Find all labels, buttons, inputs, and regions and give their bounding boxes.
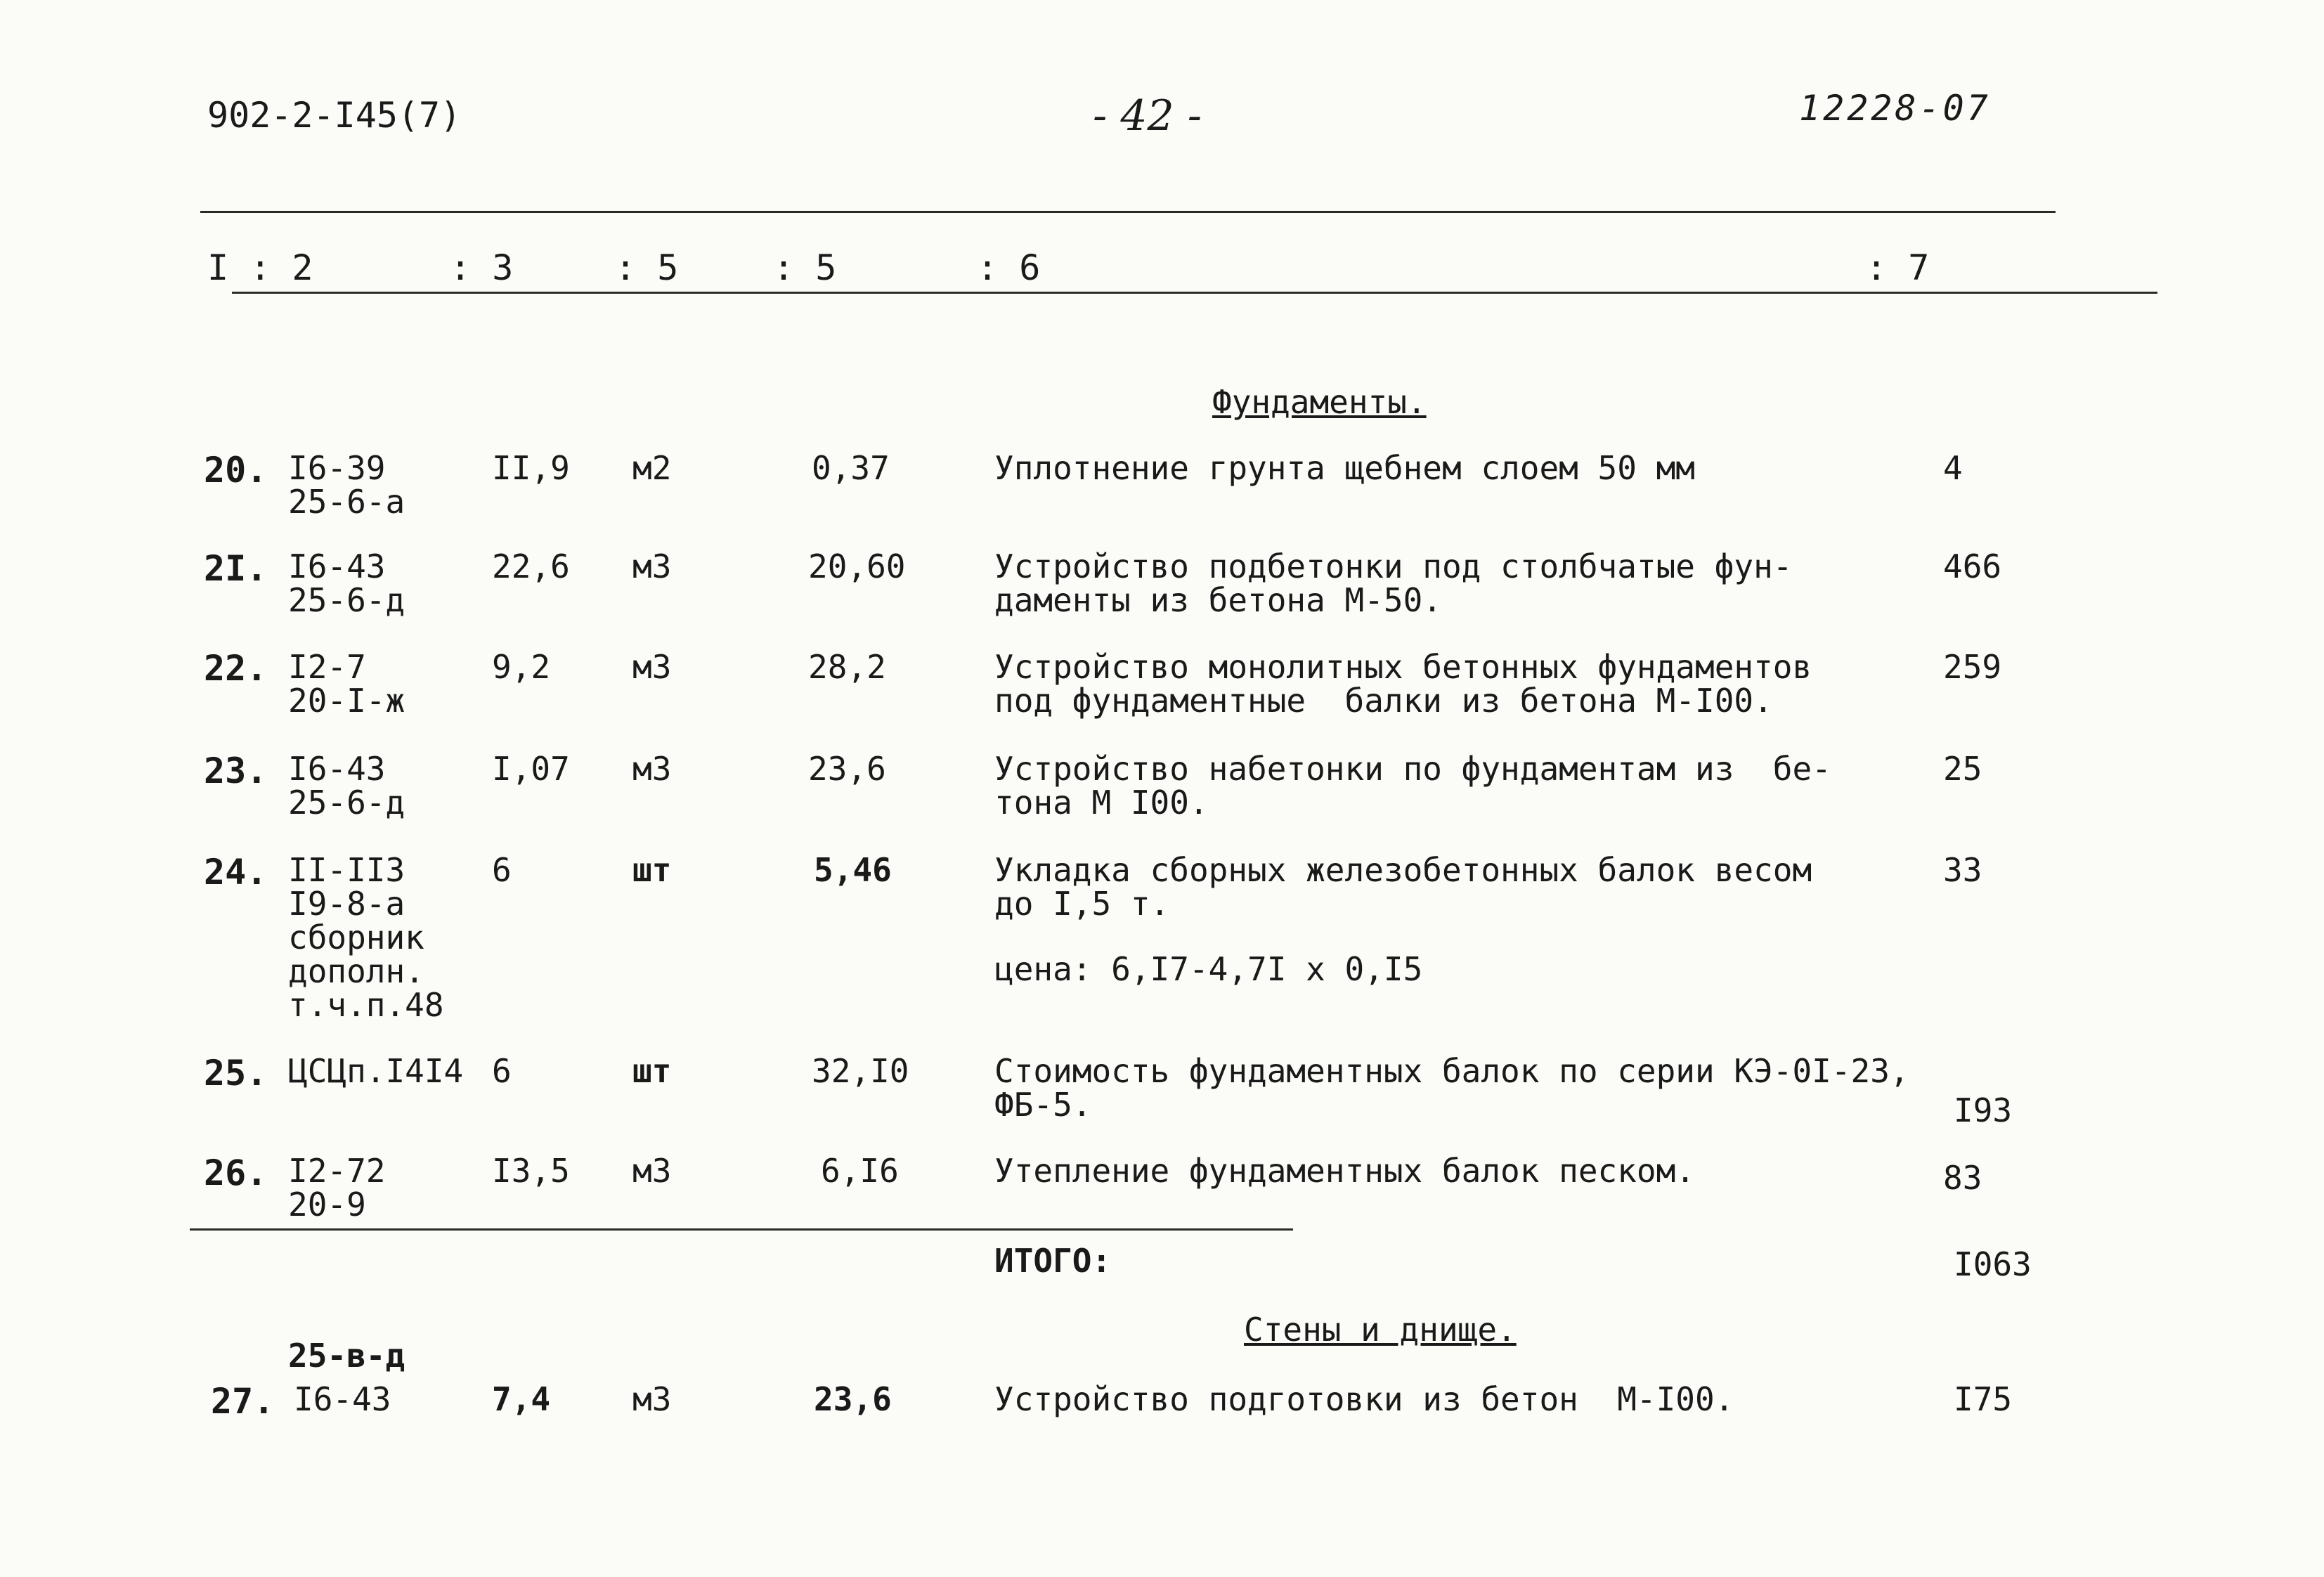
row-number: 24. [204,852,268,893]
row-code: I2-7 [288,648,366,686]
row-code: II-II3 [288,851,405,889]
row-total: 466 [1943,547,2002,585]
row-description: даменты из бетона М-50. [994,581,1442,619]
row-quantity: I3,5 [492,1152,570,1190]
row-unit: шт [632,851,672,889]
row-code: 25-6-д [288,784,405,822]
column-header-5a: : 5 [615,247,679,288]
row-total: 33 [1943,851,1982,889]
row-unit: м3 [632,648,672,686]
row-description: тона М I00. [994,784,1209,822]
column-header-5b: : 5 [773,247,837,288]
row-quantity: 9,2 [492,648,551,686]
row-price: 28,2 [808,648,886,686]
row-code: I6-43 [288,750,386,788]
row-code: сборник [288,919,424,956]
row-description: Устройство подбетонки под столбчатые фун- [994,547,1793,585]
column-header-rule [232,292,2157,294]
total-value: I063 [1954,1245,2032,1283]
row-description: Устройство монолитных бетонных фундаментов [994,648,1812,686]
row-description: Устройство набетонки по фундаментам из бе- [994,750,1831,788]
row-quantity: 6 [492,851,512,889]
row-code: I9-8-а [288,885,405,923]
row-description: Уплотнение грунта щебнем слоем 50 мм [994,449,1695,487]
row-price: 6,I6 [821,1152,899,1190]
row-description: ФБ-5. [994,1086,1092,1124]
column-header-6: : 6 [977,247,1041,288]
row-unit: м3 [632,547,672,585]
page-number: - 42 - [1093,91,1202,141]
row-description: Утепление фундаментных балок песком. [994,1152,1695,1190]
row-total: 4 [1943,449,1963,487]
row-unit: м3 [632,1380,672,1418]
total-rule [190,1228,1293,1231]
row-total: 83 [1943,1159,1982,1197]
archive-number: 12228-07 [1799,88,1991,129]
row-code: 20-I-ж [288,682,405,720]
section-title-foundations: Фундаменты. [1212,383,1427,421]
row-total: 259 [1943,648,2002,686]
column-header-3: : 3 [450,247,514,288]
row-total: 25 [1943,750,1982,788]
row-description: под фундаментные балки из бетона М-I00. [994,682,1773,720]
row-price: 5,46 [814,851,892,889]
row-code: 20-9 [288,1186,366,1224]
row-price-formula: цена: 6,I7-4,7I x 0,I5 [994,950,1423,988]
column-header-7: : 7 [1866,247,1930,288]
row-code-prefix: 25-в-д [288,1337,405,1375]
column-header-1-2: I : 2 [207,247,313,288]
row-code: I2-72 [288,1152,386,1190]
row-code: ЦСЦп.I4I4 [288,1052,464,1090]
row-quantity: 22,6 [492,547,570,585]
row-price: 23,6 [814,1380,892,1418]
row-quantity: II,9 [492,449,570,487]
row-unit: шт [632,1052,672,1090]
row-total: I75 [1954,1380,2013,1418]
row-total: I93 [1954,1091,2013,1129]
row-number: 22. [204,648,268,689]
section-title-walls: Стены и днище. [1244,1311,1517,1349]
row-number: 27. [211,1381,275,1422]
row-number: 23. [204,751,268,791]
row-code: т.ч.п.48 [288,986,444,1024]
row-price: 32,I0 [812,1052,909,1090]
row-description: Укладка сборных железобетонных балок весом [994,851,1812,889]
row-code: дополн. [288,952,424,990]
row-description: Стоимость фундаментных балок по серии КЭ-0I-23, [994,1052,1909,1090]
total-label: ИТОГО: [994,1242,1112,1280]
header-rule [200,211,2056,213]
row-number: 20. [204,450,268,491]
row-code: I6-43 [294,1380,391,1418]
row-unit: м3 [632,750,672,788]
row-code: 25-6-д [288,581,405,619]
row-description: до I,5 т. [994,885,1170,923]
row-price: 0,37 [812,449,890,487]
row-description: Устройство подготовки из бетон М-I00. [994,1380,1734,1418]
row-number: 2I. [204,548,268,589]
row-price: 23,6 [808,750,886,788]
row-quantity: I,07 [492,750,570,788]
row-code: I6-43 [288,547,386,585]
row-number: 25. [204,1053,268,1093]
row-quantity: 6 [492,1052,512,1090]
row-code: I6-39 [288,449,386,487]
document-code: 902-2-I45(7) [207,95,462,136]
row-unit: м3 [632,1152,672,1190]
row-code: 25-6-а [288,483,405,521]
row-unit: м2 [632,449,672,487]
row-quantity: 7,4 [492,1380,551,1418]
row-number: 26. [204,1153,268,1193]
row-price: 20,60 [808,547,906,585]
